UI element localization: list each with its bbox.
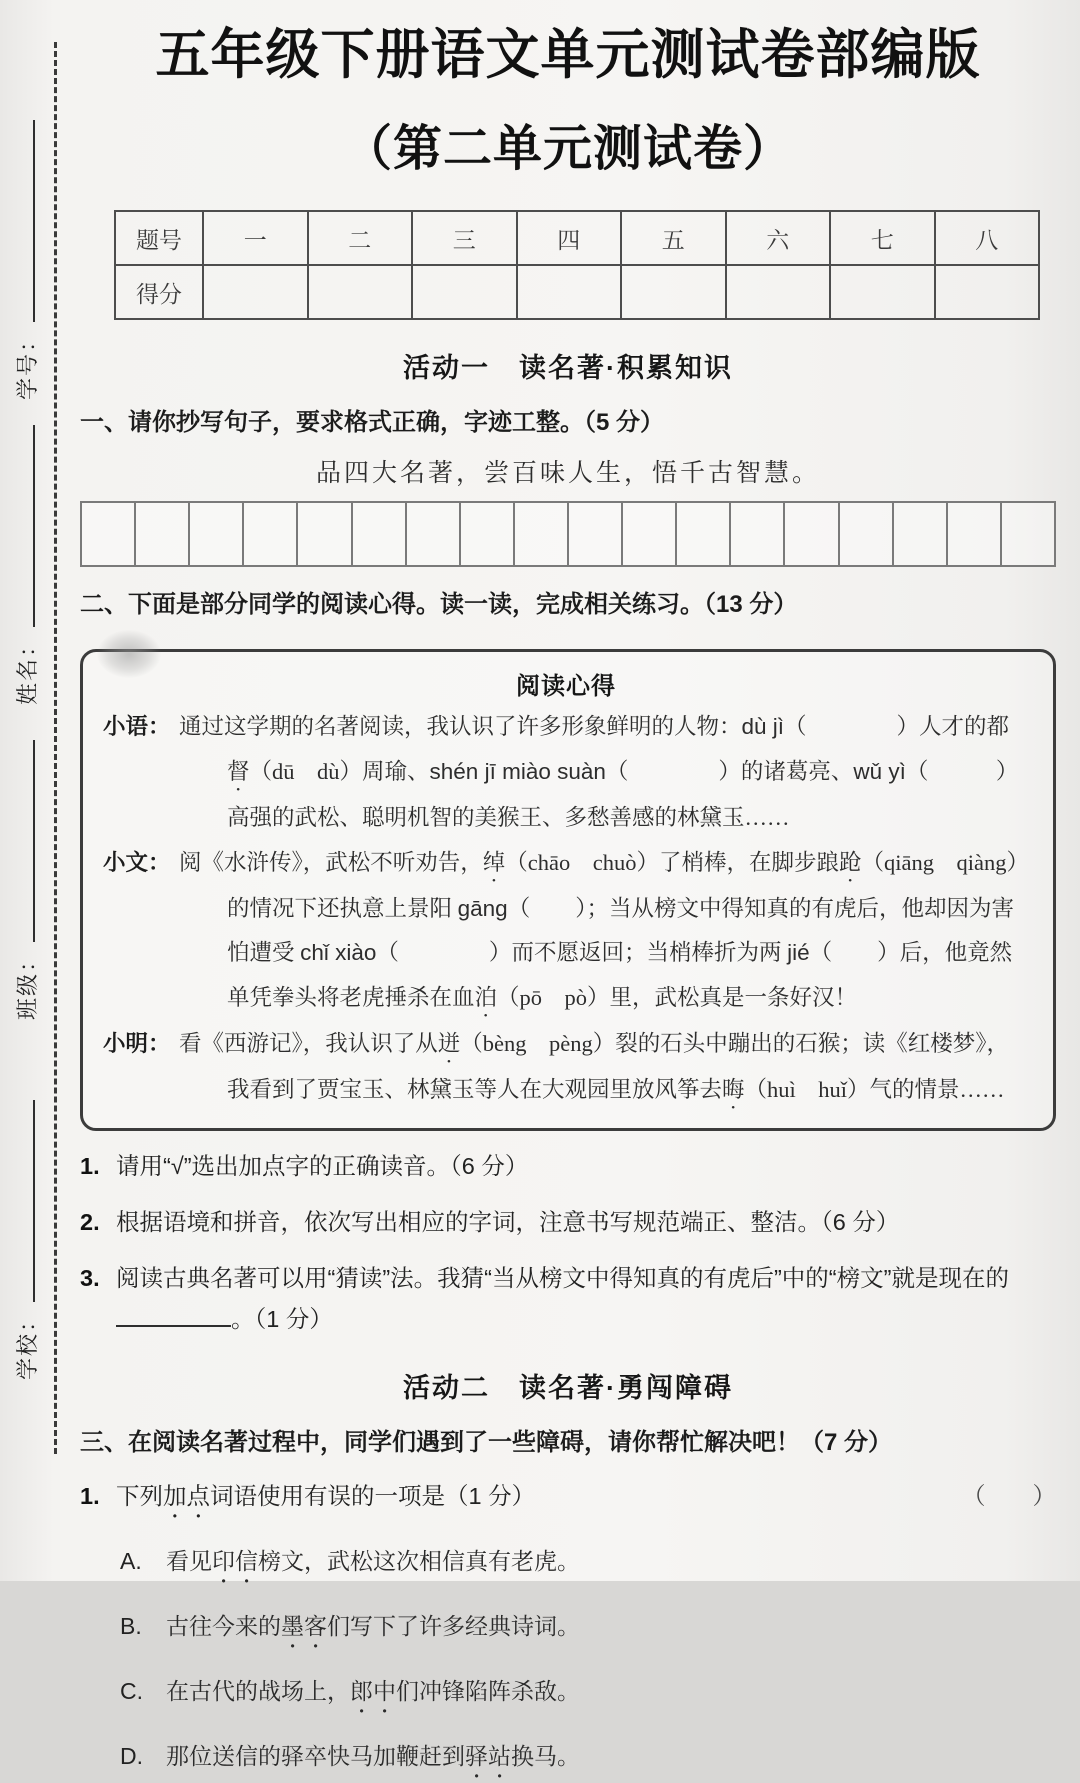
writing-grid (80, 501, 1056, 567)
note-text (179, 841, 1029, 1022)
option-row (120, 1544, 1056, 1588)
school-field (8, 1100, 42, 1380)
text-run: 根据语境和拼音，依次写出相应的字词，注意书写规范端正、整洁。（6 分） (116, 1208, 900, 1235)
option-label: D. (120, 1743, 143, 1770)
sub-question-text (116, 1146, 1056, 1187)
text-run: 下列 (116, 1483, 163, 1510)
class-label: 班级： (15, 947, 40, 1020)
option-row (120, 1674, 1056, 1718)
option-label: A. (120, 1548, 142, 1575)
text-run: （pō pò）里，武松真是一条好汉！ (497, 984, 858, 1010)
text-run: （qiāng qiàng）的情况下还执意上景阳 (227, 849, 1029, 921)
class-field (8, 740, 42, 1020)
writing-grid-cell (946, 501, 1002, 567)
text-run: （huì huǐ）气的情景…… (744, 1076, 1005, 1102)
writing-grid-cell (892, 501, 948, 567)
q2-sub-questions (80, 1146, 1056, 1341)
option-label: B. (120, 1613, 142, 1640)
score-table-score-cell (308, 265, 413, 319)
writing-grid-cell (296, 501, 352, 567)
text-run: 请用“√”选出加点字的正确读音。（6 分） (116, 1152, 529, 1179)
text-run: 看《西游记》，我认识了从 (179, 1030, 438, 1056)
score-table-question-cell: 五 (621, 211, 726, 265)
question2-stem: 二、下面是部分同学的阅读心得。读一读，完成相关练习。（13 分） (80, 591, 798, 619)
school-label: 学校： (15, 1307, 40, 1380)
text-run: shén jī miào suàn（ ） (429, 759, 741, 785)
school-blank-line (33, 1100, 35, 1302)
text-run: 阅《水浒传》，武松不听劝告， (179, 849, 483, 875)
writing-grid-cell (729, 501, 785, 567)
score-table-score-cell (621, 265, 726, 319)
score-table (114, 210, 1040, 320)
student-id-blank-line (33, 120, 35, 322)
text-run: chǐ xiào（ ） (300, 940, 512, 966)
score-table-score-head: 得分 (115, 265, 203, 319)
emphasized-word: 泊 (474, 984, 498, 1010)
text-run: 词语使用有误的一项是（1 分） (210, 1483, 536, 1510)
answer-bracket: （ ） (962, 1483, 1056, 1510)
sub-question-number: 3. (80, 1264, 100, 1291)
writing-grid-cell (242, 501, 298, 567)
text-run: 古往今来的 (166, 1613, 281, 1640)
notes-box-title: 阅读心得 (516, 673, 616, 701)
sub-question (80, 1258, 1056, 1340)
score-table-score-cell (830, 265, 935, 319)
class-blank-line (33, 740, 35, 942)
text-run: 的诸葛亮、 (740, 759, 854, 785)
student-name-field (8, 425, 42, 705)
score-table-question-cell: 一 (203, 211, 308, 265)
score-table-question-cell: 六 (726, 211, 831, 265)
option-row (120, 1609, 1056, 1653)
text-run: 换马。 (511, 1743, 580, 1770)
text-run: dù jì（ ） (741, 714, 920, 740)
option-text (166, 1674, 580, 1718)
emphasized-word: 晦 (722, 1076, 745, 1102)
text-run: 在古代的战场上， (166, 1678, 350, 1705)
writing-grid-cell (134, 501, 190, 567)
score-table-score-cell (412, 265, 517, 319)
note-text (179, 1022, 1029, 1114)
note-row (103, 705, 1029, 840)
text-run: wǔ yì（ ） (853, 759, 1019, 785)
note-speaker: 小明： (103, 1030, 171, 1056)
note-text (179, 705, 1029, 840)
text-run: 榜文，武松这次相信真有老虎。 (258, 1548, 580, 1575)
text-run: jié（ ） (787, 940, 900, 966)
text-run: 们冲锋陷阵杀敌。 (396, 1678, 580, 1705)
text-run: （chāo chuò）了梢棒，在脚步踉 (505, 849, 839, 875)
student-id-field (8, 120, 42, 400)
q3-options (120, 1544, 1056, 1783)
score-table-score-row (115, 265, 1039, 319)
score-table-question-cell: 三 (412, 211, 517, 265)
score-table-question-cell: 七 (830, 211, 935, 265)
emphasized-word: 加点 (163, 1483, 210, 1510)
emphasized-word: 绰 (482, 849, 506, 875)
option-text (166, 1544, 580, 1588)
copy-sentence: 品四大名著，尝百味人生，悟千古智慧。 (315, 460, 820, 488)
question1-stem: 一、请你抄写句子，要求格式正确，字迹工整。（5 分） (80, 409, 665, 437)
writing-grid-cell (621, 501, 677, 567)
text-run: 通过这学期的名著阅读，我认识了许多形象鲜明的人物： (179, 714, 742, 740)
score-table-score-cell (517, 265, 622, 319)
reading-notes-box (80, 649, 1056, 1130)
sub-question-number: 2. (80, 1208, 100, 1235)
option-text (166, 1739, 580, 1783)
writing-grid-cell (80, 501, 136, 567)
writing-grid-cell (405, 501, 461, 567)
emphasized-word: 墨客 (281, 1613, 327, 1640)
score-table-question-cell: 四 (517, 211, 622, 265)
text-run: 们写下了许多经典诗词。 (327, 1613, 580, 1640)
text-run: 阅读古典名著可以用“猜读”法。我猜“当从榜文中得知真的有虎后”中的“榜文”就是现在的 (116, 1264, 1009, 1291)
q3-sub1-stem (116, 1476, 950, 1523)
text-run: 看见 (166, 1548, 212, 1575)
question3-stem: 三、在阅读名著过程中，同学们遇到了一些障碍，请你帮忙解决吧！（7 分） (80, 1429, 893, 1457)
emphasized-word: 督 (227, 759, 250, 785)
text-run: （bèng pèng）裂的石头中蹦出的石猴；读《红楼梦》，我看到了贾宝玉、林黛玉等人在大观园里放风筝去 (227, 1030, 1010, 1102)
text-run: ；当从榜文中得知真的有虎后，他却因为害怕遭受 (227, 895, 1014, 966)
q3-sub1-number: 1. (80, 1483, 100, 1510)
text-run: 而不愿返回；当梢棒折为两 (511, 940, 788, 966)
activity1-heading: 活动一 读名著·积累知识 (403, 353, 733, 384)
emphasized-word: 迸 (437, 1030, 461, 1056)
score-table-score-cell (726, 265, 831, 319)
sub-question-number: 1. (80, 1152, 100, 1179)
paper-subtitle: （第二单元测试卷） (342, 122, 793, 177)
notes-list (103, 705, 1029, 1113)
writing-grid-cell (513, 501, 569, 567)
note-speaker: 小语： (103, 714, 171, 740)
emphasized-word: 跄 (839, 849, 862, 875)
emphasized-word: 郎中 (350, 1678, 396, 1705)
option-text (166, 1609, 580, 1653)
emphasized-word: 印信 (212, 1548, 258, 1575)
student-name-label: 姓名： (15, 632, 40, 705)
student-name-blank-line (33, 425, 35, 627)
writing-grid-cell (188, 501, 244, 567)
fill-in-blank (116, 1302, 231, 1328)
student-id-label: 学号： (15, 327, 40, 400)
paper-body (80, 0, 1056, 1783)
score-table-question-head: 题号 (115, 211, 203, 265)
text-run: （dū dù）周瑜、 (249, 759, 430, 785)
text-run: 。（1 分） (231, 1306, 333, 1333)
note-row (103, 1022, 1029, 1114)
text-run: gāng（ ） (457, 895, 587, 921)
text-run: 那位送信的驿卒快马加鞭赶到 (166, 1743, 465, 1770)
text-run: 人才的都 (919, 714, 1010, 740)
binding-dashed-line (54, 42, 57, 1454)
score-table-question-row (115, 211, 1039, 265)
note-speaker: 小文： (103, 849, 171, 875)
writing-grid-cell (675, 501, 731, 567)
text-run: 高强的武松、聪明机智的美猴王、多愁善感的林黛玉…… (227, 805, 790, 831)
writing-grid-cell (783, 501, 839, 567)
activity2-heading: 活动二 读名著·勇闯障碍 (403, 1373, 733, 1404)
writing-grid-cell (838, 501, 894, 567)
score-table-score-cell (935, 265, 1040, 319)
emphasized-word: 驿站 (465, 1743, 511, 1770)
text-run: 后，他竟然单凭拳头将老虎捶杀在血 (227, 940, 1013, 1010)
sub-question-text (116, 1202, 1056, 1243)
writing-grid-cell (459, 501, 515, 567)
option-row (120, 1739, 1056, 1783)
option-label: C. (120, 1678, 143, 1705)
sub-question-text (116, 1258, 1056, 1340)
score-table-question-cell: 二 (308, 211, 413, 265)
sub-question (80, 1146, 1056, 1187)
writing-grid-cell (351, 501, 407, 567)
writing-grid-cell (567, 501, 623, 567)
score-table-score-cell (203, 265, 308, 319)
q3-sub1 (80, 1476, 1056, 1523)
note-row (103, 841, 1029, 1022)
writing-grid-cell (1000, 501, 1056, 567)
score-table-question-cell: 八 (935, 211, 1040, 265)
paper-title: 五年级下册语文单元测试卷部编版 (155, 25, 981, 85)
sub-question (80, 1202, 1056, 1243)
